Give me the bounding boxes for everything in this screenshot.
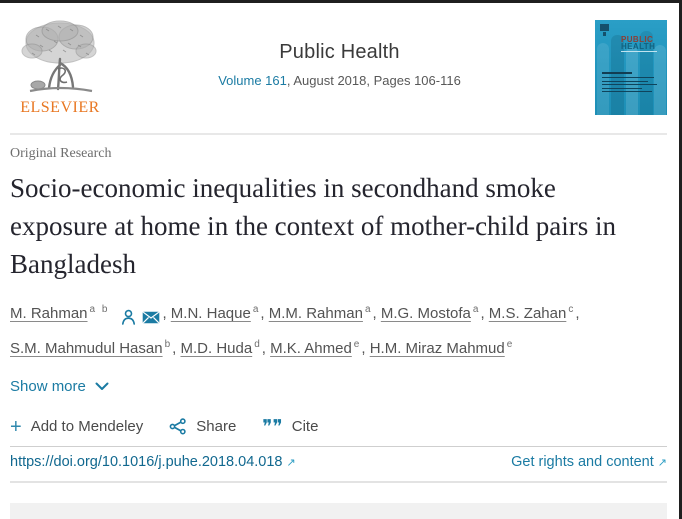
author-link[interactable]: M.S. Zahan $^c$: [488, 304, 576, 322]
author-affiliation-superscript: a: [364, 304, 373, 315]
volume-link[interactable]: Volume 161: [218, 73, 287, 88]
cite-button[interactable]: [262, 415, 319, 438]
author-separator: ,: [575, 305, 580, 322]
doi-row: [10, 454, 667, 470]
corresponding-author-icon[interactable]: [121, 309, 136, 325]
author-link[interactable]: M.M. Rahman $^a$: [268, 304, 373, 322]
corresponding-author-icons: [115, 303, 160, 331]
quote-icon: ❞❞: [262, 415, 283, 438]
author-separator: ,: [372, 305, 381, 322]
article-actions: [10, 415, 667, 438]
email-icon[interactable]: [142, 311, 160, 324]
header-divider: [10, 133, 667, 135]
author-affiliation-superscript: a: [472, 304, 481, 315]
doi-top-divider: [10, 446, 667, 447]
author-link[interactable]: H.M. Miraz Mahmud $^e$: [369, 339, 515, 357]
cover-mini-elsevier-mark: [600, 24, 609, 36]
author-affiliation-superscript: a: [252, 304, 261, 315]
author-separator: ,: [261, 340, 271, 357]
author-affiliation-superscript: e: [353, 339, 362, 350]
cover-title: PUBLIC HEALTH: [621, 35, 656, 51]
cover-rule: [621, 51, 657, 52]
get-rights-link[interactable]: Get rights and content ↗: [511, 454, 667, 470]
author-link[interactable]: S.M. Mahmudul Hasan $^b$: [10, 339, 173, 357]
share-button[interactable]: [169, 418, 236, 435]
author-separator: ,: [172, 340, 181, 357]
show-more-button[interactable]: [10, 378, 109, 395]
share-icon: [169, 418, 187, 435]
chevron-down-icon: [95, 382, 109, 391]
author-separator: ,: [162, 305, 171, 322]
elsevier-wordmark: ELSEVIER: [20, 99, 100, 116]
journal-block: [0, 41, 679, 88]
article-title: Socio-economic inequalities in secondhand smoke exposure at home in the context of mother-child pairs in Bangladesh: [10, 173, 617, 279]
add-to-mendeley-button[interactable]: [10, 415, 144, 438]
author-link[interactable]: M.K. Ahmed $^e$: [270, 339, 362, 357]
doi-bottom-divider: [10, 481, 667, 483]
author-affiliation-superscript: c: [568, 304, 576, 315]
article-category: Original Research: [10, 146, 112, 161]
doi-link[interactable]: https://doi.org/10.1016/j.puhe.2018.04.018 ↗: [10, 454, 296, 470]
author-affiliation-superscript: a b: [89, 304, 110, 315]
author-list: [10, 296, 610, 363]
section-separator-band: [10, 503, 667, 519]
journal-header: [0, 3, 679, 133]
author-affiliation-superscript: d: [254, 339, 262, 350]
issue-info: , August 2018, Pages 106-116: [286, 73, 461, 88]
add-to-mendeley-label: Add to Mendeley: [30, 418, 144, 435]
author-separator: ,: [361, 340, 370, 357]
author-separator: ,: [480, 305, 489, 322]
author-link[interactable]: M. Rahman $^{a b}$: [10, 304, 110, 322]
journal-title-link[interactable]: Public Health: [279, 41, 400, 63]
author-separator: ,: [260, 305, 269, 322]
author-affiliation-superscript: b: [164, 339, 173, 350]
author-link[interactable]: M.N. Haque $^a$: [170, 304, 261, 322]
author-affiliation-superscript: e: [506, 339, 515, 350]
external-link-icon: ↗: [286, 457, 296, 469]
external-link-icon: ↗: [657, 457, 667, 469]
show-more-label: Show more: [10, 378, 86, 395]
journal-issue-line: [0, 73, 679, 88]
plus-icon: +: [10, 415, 22, 438]
author-link[interactable]: M.D. Huda $^d$: [180, 339, 262, 357]
author-link[interactable]: M.G. Mostofa $^a$: [380, 304, 481, 322]
cite-label: Cite: [291, 418, 319, 435]
cover-article-lines: [602, 72, 657, 95]
share-label: Share: [196, 418, 237, 435]
journal-cover-thumbnail[interactable]: [595, 20, 667, 115]
article-head: [10, 146, 667, 438]
